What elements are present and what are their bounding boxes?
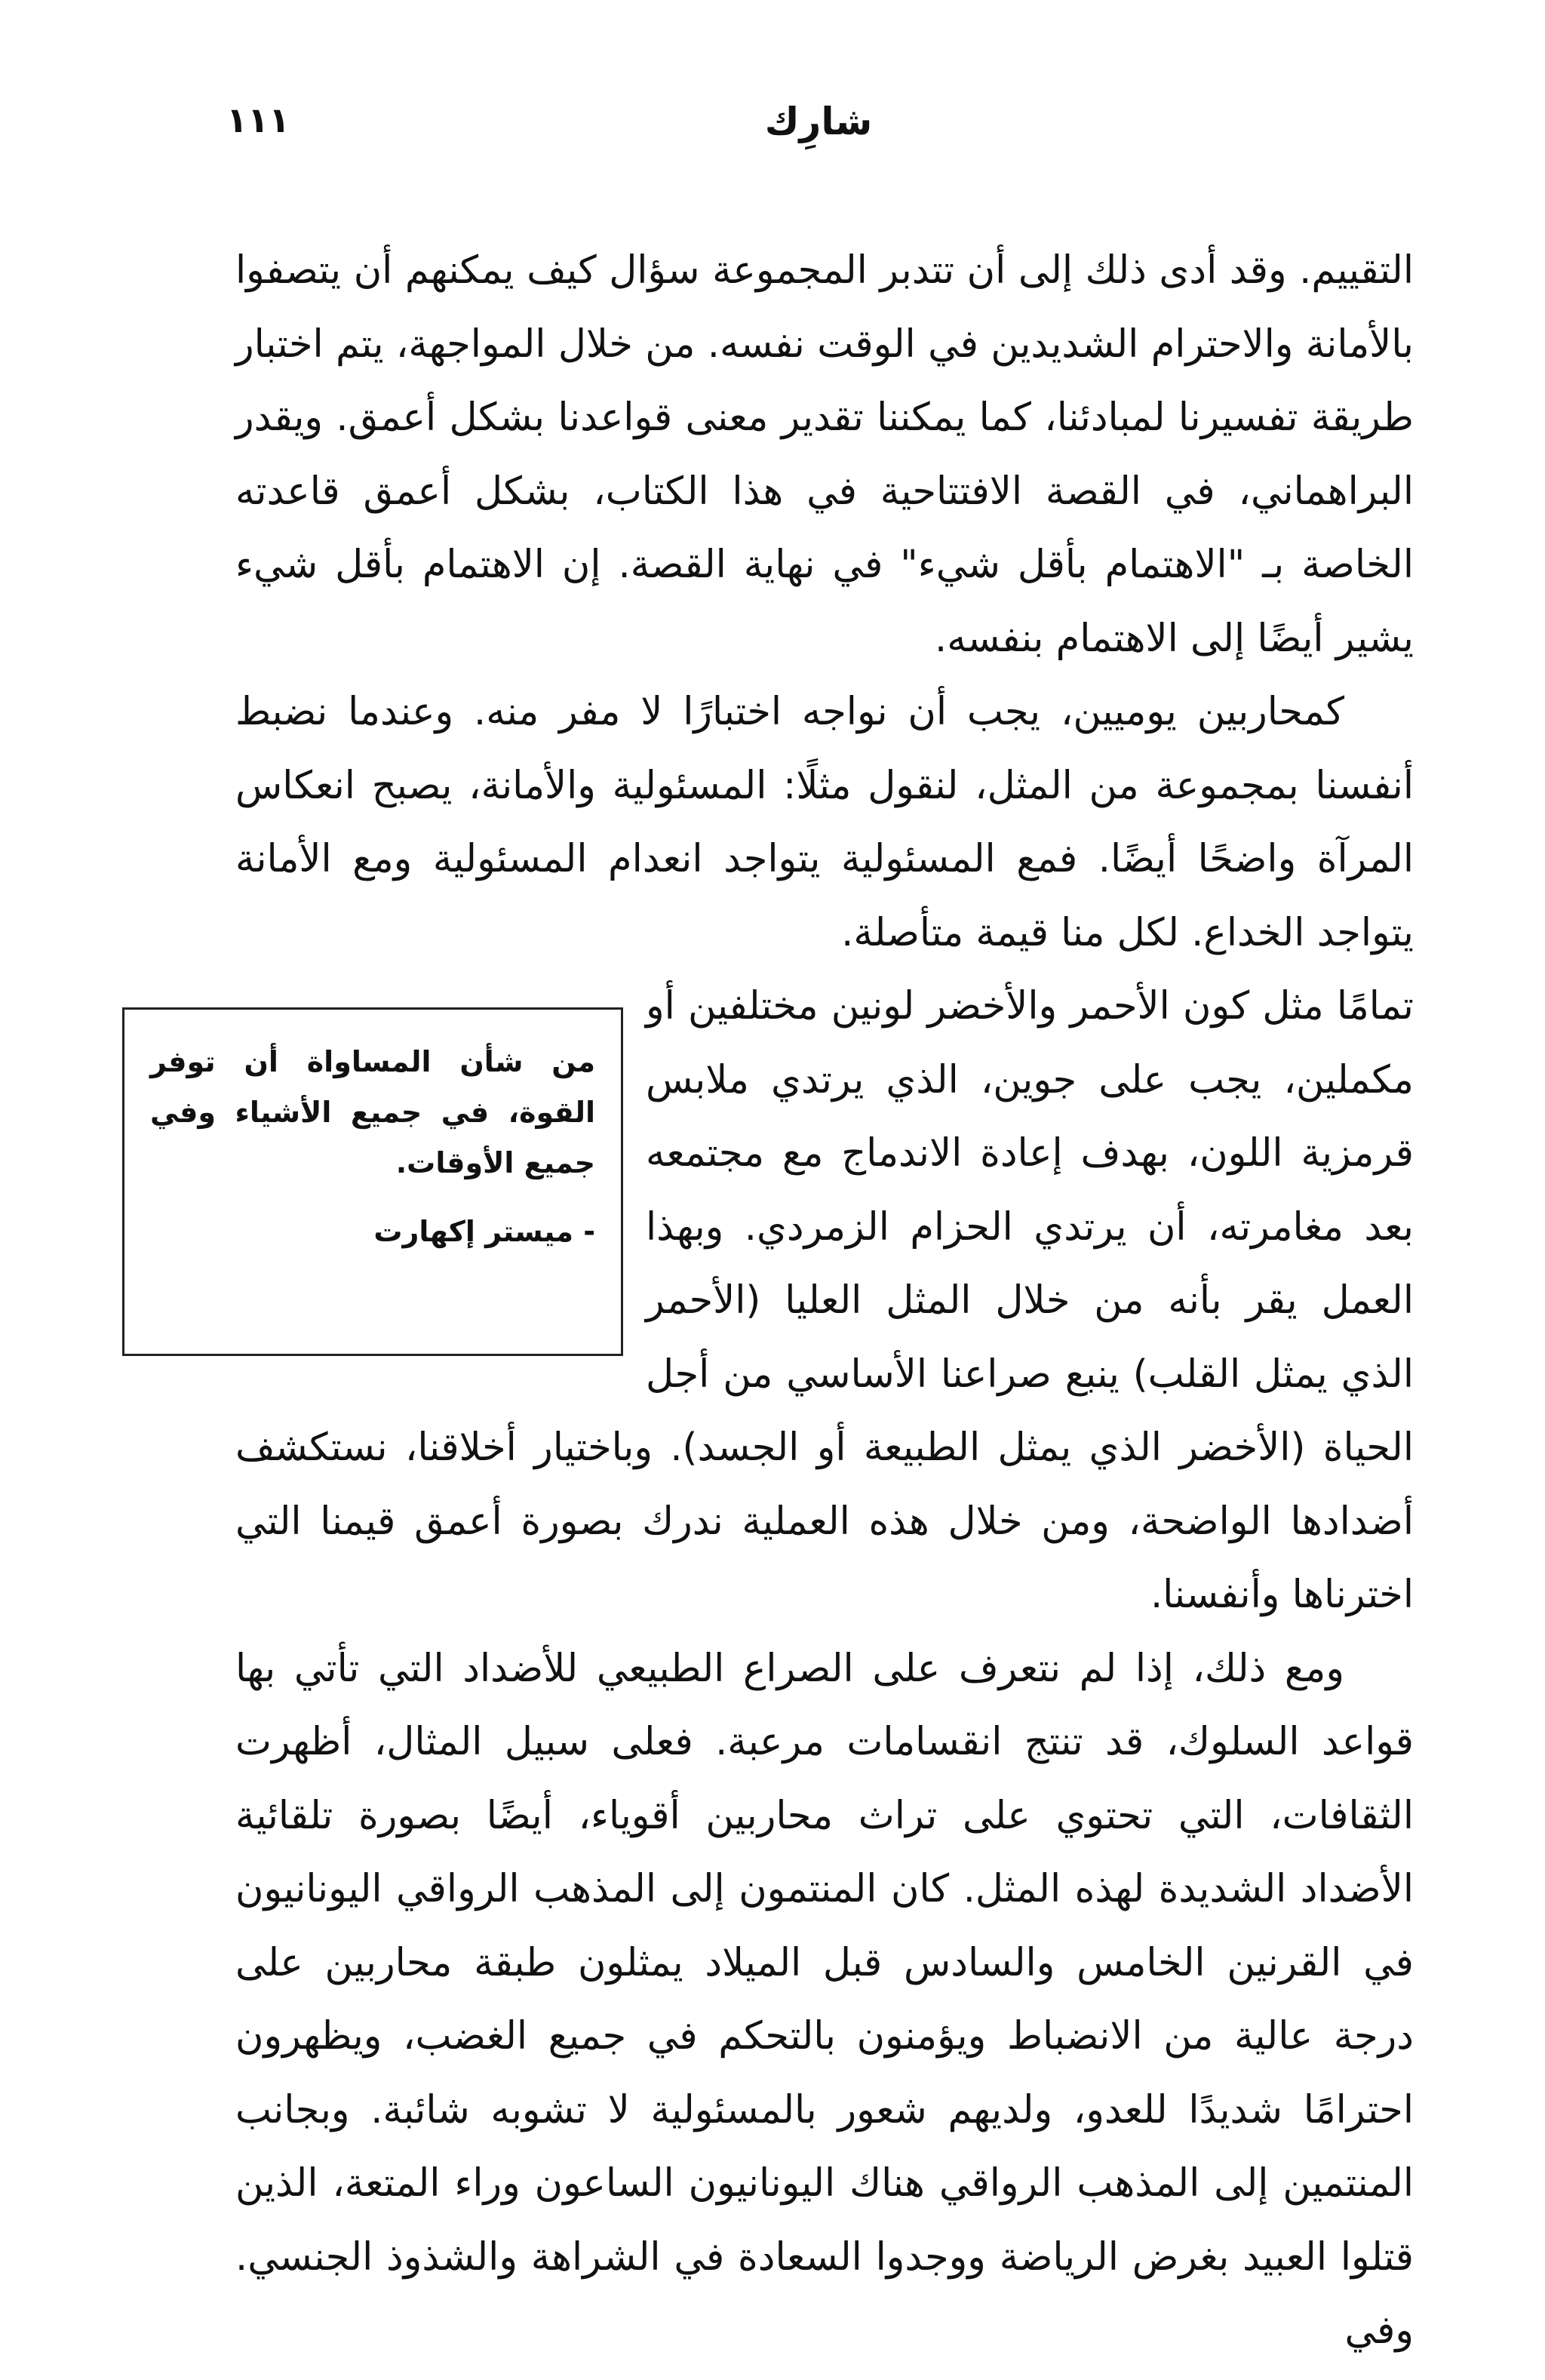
paragraph-daily-warriors: كمحاربين يوميين، يجب أن نواجه اختبارًا لا مفر منه. وعندما نضبط أنفسنا بمجموعة من المثل، لنقول مثلًا: المسئولية والأمانة، يصبح انعكاس المرآة واضحًا أيضًا. فمع المسئولية يتواجد انعدام المسئولية ومع الأمانة يتواجد الخداع. لكل منا قيمة متأصلة. xyxy=(235,690,1414,955)
pull-quote-text: من شأن المساواة أن توفر القوة، في جميع الأشياء وفي جميع الأوقات. xyxy=(150,1045,595,1179)
paragraph-continuation: التقييم. وقد أدى ذلك إلى أن تتدبر المجموعة سؤال كيف يمكنهم أن يتصفوا بالأمانة والاحترام الشديدين في الوقت نفسه. من خلال المواجهة، يتم اختبار طريقة تفسيرنا لمبادئنا، كما يمكننا تقدير معنى قواعدنا بشكل أعمق. ويقدر البراهماني، في القصة الافتتاحية في هذا الكتاب، بشكل أعمق قاعدته الخاصة بـ "الاهتمام بأقل شيء" في نهاية القصة. إن الاهتمام بأقل شيء يشير أيضًا إلى الاهتمام بنفسه. xyxy=(235,248,1414,661)
pull-quote-box xyxy=(122,1007,623,1356)
running-header xyxy=(226,100,1411,160)
paragraph-red-green: تمامًا مثل كون الأحمر والأخضر لونين مختلفين أو مكملين، يجب على جوين، الذي يرتدي ملابس قرمزية اللون، بهدف إعادة الاندماج مع مجتمعه بعد مغامرته، أن يرتدي الحزام الزمردي. وبهذا العمل يقر بأنه من خلال المثل العليا (الأحمر الذي يمثل القلب) ينبع صراعنا الأساسي من أجل الحياة (الأخضر الذي يمثل الطبيعة أو الجسد). وباختيار أخلاقنا، نستكشف أضدادها الواضحة، ومن خلال هذه العملية ندرك بصورة أعمق قيمنا التي اخترناها وأنفسنا. xyxy=(235,984,1414,1617)
pull-quote-author: - ميستر إكهارت xyxy=(373,1215,595,1248)
running-title: شارِك xyxy=(764,100,873,143)
page-number: ١١١ xyxy=(226,100,290,140)
paragraph-opposites: ومع ذلك، إذا لم نتعرف على الصراع الطبيعي للأضداد التي تأتي بها قواعد السلوك، قد تنتج انقسامات مرعبة. فعلى سبيل المثال، أظهرت الثقافات، التي تحتوي على تراث محاربين أقوياء، أيضًا بصورة تلقائية الأضداد الشديدة لهذه المثل. كان المنتمون إلى المذهب الرواقي اليونانيون في القرنين الخامس والسادس قبل الميلاد يمثلون طبقة محاربين على درجة عالية من الانضباط ويؤمنون بالتحكم في جميع الغضب، ويظهرون احترامًا شديدًا للعدو، ولديهم شعور بالمسئولية لا تشوبه شائبة. وبجانب المنتمين إلى المذهب الرواقي هناك اليونانيون الساعون وراء المتعة، الذين قتلوا العبيد بغرض الرياضة ووجدوا السعادة في الشراهة والشذوذ الجنسي. وفي xyxy=(235,1646,1414,2353)
page-body xyxy=(150,234,1414,2353)
